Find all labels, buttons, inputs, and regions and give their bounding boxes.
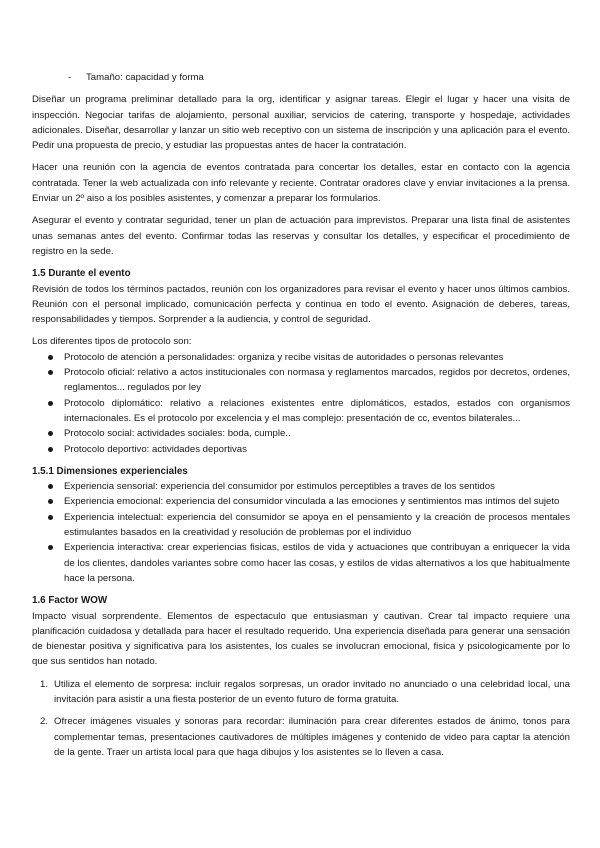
list-item (32, 426, 570, 441)
numbered-item-text: Utiliza el elemento de sorpresa: incluir regalos sorpresas, un orador invitado no anunciado o una celebridad local, una invitación para asistir a una fiesta posterior de un evento futuro de forma gratuita. (54, 678, 570, 705)
list-item (32, 540, 570, 586)
dash-list-item (32, 70, 570, 85)
list-item-text: Protocolo oficial: relativo a actos institucionales con normasa y reglamentos marcados, regidos por decretos, ordenes, reglamentos... regulados por ley (64, 367, 570, 394)
list-item (32, 442, 570, 457)
list-item (32, 350, 570, 365)
list-item-text: Protocolo deportivo: actividades deportivas (64, 443, 247, 455)
bullet-icon (48, 370, 53, 375)
list-item (32, 365, 570, 396)
numbered-item (32, 677, 570, 708)
bullet-icon (48, 499, 53, 504)
item-number: 2. (40, 716, 49, 728)
paragraph-factor-wow: Impacto visual sorprendente. Elementos de espectaculo que entusiasman y cautivan. Crear tal impacto requiere una planificación cuidadosa y detallada para hacer el resultado requerido. Una experiencia diseñada para generar una sensación de bienestar positiva y significativa para los asistentes, los cuales se involucran emocional, fisica y psicologicamente por lo que sus sentidos han notado. (32, 610, 570, 668)
bullet-icon (48, 401, 53, 406)
list-item-text: Protocolo social: actividades sociales: boda, cumple.. (64, 428, 291, 440)
section-heading-1-6: 1.6 Factor WOW (32, 595, 108, 607)
bullet-icon (48, 515, 53, 520)
paragraph-during-event: Revisión de todos los términos pactados, reunión con los organizadores para revisar el evento y hacer unos últimos cambios. Reunión con el personal implicado, comunicación perfecta y continua en todo el evento. Asignación de deberes, tareas, responsabilidades y tiempos. Sorprender a la audiencia, y control de seguridad. (32, 283, 570, 326)
protocol-list (32, 350, 570, 457)
list-item-text: Experiencia intelectual: experiencia del consumidor se apoya en el pensamiento y la creación de procesos mentales estimulantes basados en la creatividad y resolución de problemas por el individuo (64, 511, 570, 539)
document-page (32, 70, 570, 760)
section-heading-1-5-1: 1.5.1 Dimensiones experienciales (32, 465, 188, 477)
paragraph-agency-meeting: Hacer una reunión con la agencia de eventos contratada para concertar los detalles, estar en contacto con la agencia contratada. Tener la web actualizada con info relevante y reciente. Contratar oradores clave y enviar invitaciones a la prensa. Enviar un 2º aiso a los posibles asistentes, y comenzar a preparar los formularios. (32, 162, 570, 205)
bullet-icon (48, 545, 53, 550)
list-item-text: Experiencia sensorial: experiencia del consumidor por estimulos perceptibles a traves de los sentidos (64, 481, 495, 493)
bullet-icon (48, 355, 53, 360)
experience-list (32, 479, 570, 586)
paragraph-planning: Diseñar un programa preliminar detallado para la org, identificar y asignar tareas. Elegir el lugar y hacer una visita de inspección. Negociar tarifas de alojamiento, personal auxiliar, servicios de catering, transporte y hospedaje, actividades adicionales. Diseñar, desarrollar y lanzar un sitio web receptivo con un sistema de inscripción y una aplicación para el evento. Pedir una propuesta de precio, y estudiar las propuestas antes de hacer la contratación. (32, 94, 570, 152)
dash-marker: - (68, 72, 72, 83)
list-item-text: Experiencia interactiva: crear experiencias fisicas, estilos de vida y actuaciones que contribuyan a enriquecer la vida de los clientes, dandoles variantes sobre como hacer las cosas, y estilos de vidas alternativos a los que habitualmente hace la persona. (64, 542, 570, 584)
list-item (32, 510, 570, 541)
protocol-intro: Los diferentes tipos de protocolo son: (32, 336, 192, 348)
list-item-text: Protocolo de atención a personalidades: organiza y recibe visitas de autoridades o personas relevantes (64, 351, 504, 363)
bullet-icon (48, 431, 53, 436)
wow-list (32, 677, 570, 760)
bullet-icon (48, 484, 53, 489)
section-heading-1-5: 1.5 Durante el evento (32, 268, 131, 280)
item-number: 1. (40, 678, 49, 690)
numbered-item-text: Ofrecer imágenes visuales y sonoras para recordar: iluminación para crear diferentes estados de ánimo, tonos para complementar temas, presentaciones cautivadores de múltiples imágenes y contenido de video para captar la atención de la gente. Traer un artista local para que haga dibujos y los asistentes se lo lleven a casa. (54, 716, 570, 758)
list-item-text: Protocolo diplomático: relativo a relaciones existentes entre diplomáticos, estados, estados con organismos internacionales. Es el protocolo por excelencia y el mas complejo: presentación de cc, eventos bilaterales... (64, 397, 570, 424)
list-item-text: Experiencia emocional: experiencia del consumidor vinculada a las emociones y sentimientos mas intimos del sujeto (64, 496, 560, 508)
dash-item-text: Tamaño: capacidad y forma (86, 72, 204, 83)
bullet-icon (48, 447, 53, 452)
list-item (32, 479, 570, 494)
list-item (32, 396, 570, 427)
list-item (32, 494, 570, 509)
numbered-item (32, 714, 570, 760)
paragraph-security: Asegurar el evento y contratar seguridad, tener un plan de actuación para imprevistos. Preparar una lista final de asistentes unas semanas antes del evento. Confirmar todas las reservas y consultar los detalles, y especificar el procedimiento de registro en la sede. (32, 215, 570, 257)
